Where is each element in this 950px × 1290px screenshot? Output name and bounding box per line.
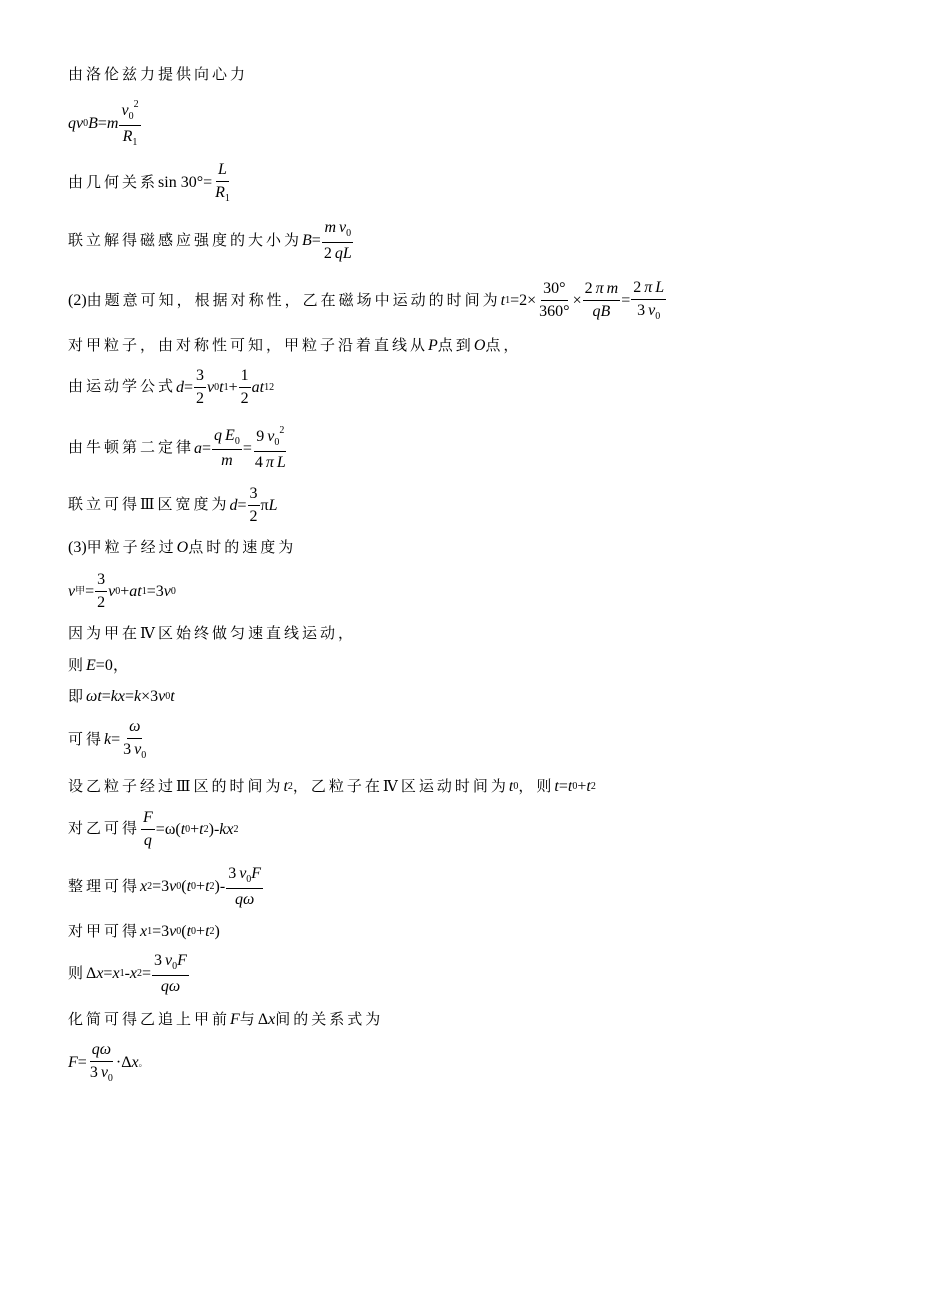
equals: = <box>142 965 152 983</box>
line-text: 可得 <box>68 731 105 748</box>
text-line-6 <box>68 338 521 354</box>
symbol-at: at <box>251 378 265 396</box>
line-text: 则 <box>68 657 87 674</box>
symbol-t: t <box>554 778 559 795</box>
subscript: 0 <box>214 381 220 393</box>
line-text: 甲粒子经过 <box>86 539 177 556</box>
numerator: q $E_0$ <box>212 428 242 451</box>
symbol-t: t <box>205 923 210 940</box>
equation-line-7 <box>68 368 274 408</box>
line-text: 间的关系式为 <box>275 1011 384 1028</box>
fraction <box>194 368 206 408</box>
equals: = <box>621 292 631 310</box>
fraction-result <box>631 280 666 322</box>
equation-line-9 <box>68 486 277 526</box>
symbol-B: B <box>88 115 98 132</box>
symbol-t: t <box>186 878 192 896</box>
subscript: 1 <box>264 381 270 393</box>
plus: + <box>196 923 206 940</box>
line-text: 化简可得乙追上甲前 <box>68 1011 231 1028</box>
fraction <box>212 428 242 470</box>
fraction <box>152 953 189 995</box>
symbol-F: F <box>230 1011 240 1028</box>
symbol-v: v <box>169 923 177 940</box>
symbol-v: v <box>76 115 84 132</box>
equals: =ω( <box>155 820 181 838</box>
subscript: 0 <box>572 781 578 792</box>
paren-open: ( <box>181 878 187 896</box>
equation-line-5 <box>68 280 667 322</box>
numerator: 3 <box>248 486 260 506</box>
equation-line-4 <box>68 220 355 262</box>
subscript: 0 <box>185 823 191 835</box>
line-text: 因为甲在Ⅳ区始终做匀速直线运动， <box>68 626 356 642</box>
symbol-O: O <box>473 337 486 354</box>
fraction-period <box>583 281 621 321</box>
symbol-delta: Δ <box>86 965 97 983</box>
line-text: 对乙可得 <box>68 821 141 838</box>
numerator: 9 $v_0^2$ <box>254 426 286 452</box>
subscript: 甲 <box>75 585 86 597</box>
numerator: L <box>216 162 229 182</box>
equation-line-20 <box>68 953 190 995</box>
symbol-F: F <box>68 1054 78 1072</box>
symbol-kx: kx <box>219 820 234 838</box>
text-line-21 <box>68 1012 383 1028</box>
equation-line-3 <box>68 162 233 204</box>
symbol-t: t <box>586 778 591 795</box>
paren-close: ) <box>214 923 220 940</box>
symbol-x: x <box>140 923 148 940</box>
symbol-v: v <box>207 378 215 396</box>
symbol-m: m <box>106 115 119 132</box>
line-text: 由洛伦兹力提供向心力 <box>68 67 249 83</box>
numerator: ω <box>127 719 142 739</box>
denominator: qω <box>160 977 181 995</box>
line-text: 由牛顿第二定律 <box>68 440 195 457</box>
denominator: qB <box>592 303 611 321</box>
subscript: 2 <box>209 881 215 893</box>
line-text: 即 <box>68 688 87 705</box>
equals: =2× <box>510 292 537 310</box>
fraction <box>119 100 140 148</box>
fraction <box>239 368 251 408</box>
subscript: 0 <box>83 118 89 129</box>
times: × <box>572 292 582 310</box>
subscript: 0 <box>513 781 519 792</box>
subscript: 0 <box>115 585 121 597</box>
denominator: $R_1$ <box>215 183 230 204</box>
period: 。 <box>138 1057 148 1068</box>
equals: = <box>77 1054 87 1072</box>
numerator: 3 <box>194 368 206 388</box>
text-line-12 <box>68 627 356 642</box>
line-text: 点， <box>485 337 522 354</box>
equals: = <box>202 439 212 457</box>
subscript: 0 <box>176 881 182 893</box>
line-text: 则 <box>68 965 87 982</box>
denominator: 2 qL <box>323 244 352 262</box>
subscript: 0 <box>191 926 197 937</box>
equals: =3 <box>152 923 170 940</box>
symbol-t: t <box>283 778 288 795</box>
symbol-delta: Δ <box>257 1011 269 1028</box>
equals: = <box>242 439 252 457</box>
line-text: ，乙粒子在Ⅳ区运动时间为 <box>292 778 509 795</box>
symbol-x: x <box>131 1054 139 1072</box>
line-text: 点到 <box>437 337 474 354</box>
subscript: 0 <box>176 926 182 937</box>
numerator: 3 $v_0F$ <box>226 866 263 889</box>
fraction <box>213 162 232 204</box>
line-text: 联立可得Ⅲ区宽度为 <box>68 497 230 514</box>
fraction <box>88 1042 115 1084</box>
symbol-t: t <box>170 688 175 705</box>
equals: = <box>97 115 107 132</box>
equals: = <box>111 731 121 749</box>
subscript: 2 <box>203 823 209 835</box>
times: ×3 <box>141 688 159 705</box>
symbol-t: t <box>567 778 573 795</box>
text-line-1 <box>68 68 248 83</box>
symbol-t: t <box>199 820 204 838</box>
symbol-t: t <box>219 378 224 396</box>
symbol-O: O <box>176 539 189 556</box>
plus: + <box>228 378 238 396</box>
symbol-v: v <box>108 582 116 600</box>
denominator: 2 <box>97 593 106 611</box>
symbol-t: t <box>508 778 514 795</box>
subscript: 1 <box>505 295 511 307</box>
denominator: 2 <box>249 507 258 525</box>
subscript: 2 <box>590 781 596 792</box>
denominator: 2 <box>240 389 249 407</box>
symbol-pi: π <box>260 496 269 514</box>
fraction <box>121 719 148 761</box>
part-number: (2) <box>68 292 87 310</box>
subscript: 1 <box>119 968 125 980</box>
line-text: =0， <box>95 657 129 674</box>
equals: = <box>85 582 95 600</box>
symbol-d: d <box>176 378 185 396</box>
minus: - <box>124 965 130 983</box>
equation-line-22 <box>68 1042 148 1084</box>
numerator: 30° <box>541 281 567 301</box>
line-text: 对甲粒子，由对称性可知，甲粒子沿着直线从 <box>68 337 429 354</box>
equals: = <box>558 778 568 795</box>
denominator: 3 $v_0$ <box>637 301 661 322</box>
numerator: 2 π m <box>583 281 621 301</box>
plus: + <box>196 878 206 896</box>
plus: + <box>120 582 130 600</box>
text-line-13 <box>68 658 129 674</box>
numerator: 3 $v_0F$ <box>152 953 189 976</box>
subscript: 2 <box>147 881 153 893</box>
denominator: 3 $v_0$ <box>89 1063 113 1084</box>
line-text: 设乙粒子经过Ⅲ区的时间为 <box>68 778 284 795</box>
symbol-v: v <box>68 582 76 600</box>
fraction <box>141 810 155 850</box>
equation-line-15 <box>68 719 149 761</box>
symbol-omega-t: ωt <box>86 688 102 705</box>
dot-delta: ·Δ <box>115 1054 132 1072</box>
symbol-kx: kx <box>110 688 125 705</box>
subscript: 2 <box>287 781 293 792</box>
line-text: 整理可得 <box>68 878 141 895</box>
numerator: $v_0^2$ <box>119 100 140 126</box>
paren-close: )- <box>208 820 220 838</box>
numerator: F <box>141 810 155 830</box>
subscript: 2 <box>233 823 239 835</box>
symbol-x: x <box>129 965 137 983</box>
symbol-t: t <box>180 820 186 838</box>
plus: + <box>577 778 587 795</box>
denominator: 2 <box>196 389 205 407</box>
symbol-B: B <box>302 232 312 250</box>
equation-line-18 <box>68 866 264 908</box>
equals: = <box>184 378 194 396</box>
denominator: 3 $v_0$ <box>123 740 147 761</box>
line-text: 对甲可得 <box>68 923 141 940</box>
symbol-t: t <box>205 878 210 896</box>
line-text: 联立解得磁感应强度的大小为 <box>68 232 303 249</box>
equation-line-11 <box>68 572 176 612</box>
subscript: 0 <box>191 881 197 893</box>
subscript: 0 <box>170 585 176 597</box>
plus: + <box>190 820 200 838</box>
denominator: $R_1$ <box>122 127 138 148</box>
subscript: 1 <box>141 585 147 597</box>
symbol-x: x <box>140 878 148 896</box>
symbol-x: x <box>96 965 104 983</box>
symbol-k: k <box>134 688 142 705</box>
symbol-a: a <box>194 439 203 457</box>
fraction-angle <box>537 281 571 321</box>
fraction <box>322 220 354 262</box>
text-line-10 <box>68 540 296 556</box>
line-text: 点时的速度为 <box>188 539 297 556</box>
line-text: 与 <box>239 1011 258 1028</box>
symbol-v: v <box>158 688 166 705</box>
text-line-16 <box>68 779 596 795</box>
line-text: 由几何关系 <box>68 174 159 191</box>
paren-close: )- <box>214 878 226 896</box>
subscript: 0 <box>165 691 171 702</box>
numerator: qω <box>90 1042 113 1062</box>
subscript: 2 <box>209 926 215 937</box>
denominator: qω <box>234 890 255 908</box>
equation-line-17 <box>68 810 238 850</box>
paren-open: ( <box>181 923 187 940</box>
symbol-d: d <box>229 496 238 514</box>
part-number: (3) <box>68 539 87 556</box>
equals: = <box>311 232 321 250</box>
equals: = <box>125 688 135 705</box>
line-text: 由运动学公式 <box>68 379 177 396</box>
fraction <box>248 486 260 526</box>
symbol-L: L <box>268 496 278 514</box>
equals: =3 <box>146 582 164 600</box>
symbol-x: x <box>268 1011 276 1028</box>
subscript: 1 <box>223 381 229 393</box>
denominator: 4 π L <box>254 453 286 471</box>
symbol-t: t <box>186 923 192 940</box>
equals: = <box>101 688 111 705</box>
equals: = <box>237 496 247 514</box>
denominator: 360° <box>539 303 570 321</box>
symbol-v: v <box>163 582 171 600</box>
sin-expression: sin 30°= <box>158 174 213 192</box>
numerator: m $v_0$ <box>322 220 353 243</box>
subscript: 2 <box>137 968 142 980</box>
subscript: 1 <box>147 926 153 937</box>
line-text: 由题意可知，根据对称性，乙在磁场中运动的时间为 <box>86 292 501 309</box>
numerator: 2 π L <box>631 280 666 300</box>
superscript: 2 <box>269 381 275 393</box>
symbol-k: k <box>104 731 112 749</box>
equation-line-14 <box>68 689 175 705</box>
numerator: 1 <box>239 368 251 388</box>
symbol-P: P <box>428 337 438 354</box>
fraction <box>226 866 263 908</box>
equals: = <box>103 965 113 983</box>
symbol-t: t <box>500 292 506 310</box>
symbol-x: x <box>112 965 120 983</box>
fraction <box>95 572 107 612</box>
numerator: 3 <box>95 572 107 592</box>
equation-line-2 <box>68 100 142 148</box>
equals: =3 <box>152 878 170 896</box>
symbol-q: q <box>68 115 76 132</box>
line-text: ，则 <box>518 778 555 795</box>
equation-line-19 <box>68 924 220 940</box>
symbol-E: E <box>86 657 96 674</box>
symbol-v: v <box>169 878 177 896</box>
denominator: m <box>221 452 233 469</box>
equation-line-8 <box>68 426 289 471</box>
denominator: q <box>143 831 152 849</box>
symbol-at: at <box>129 582 142 600</box>
fraction <box>253 426 288 471</box>
